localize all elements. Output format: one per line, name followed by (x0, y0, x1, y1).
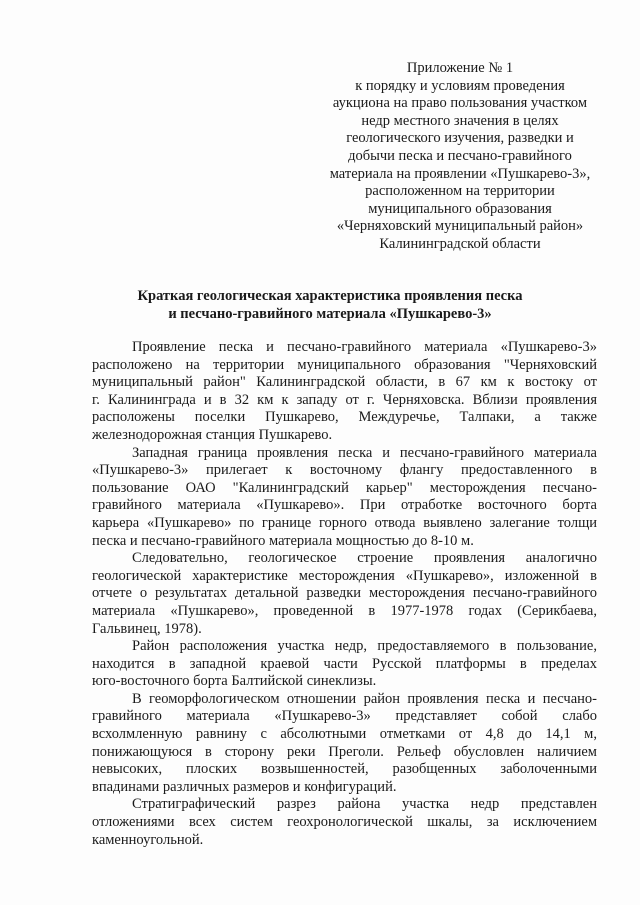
paragraph (92, 691, 597, 797)
paragraph-line: «Пушкарево-3» прилегает к восточному флангу предоставленного в (92, 462, 597, 479)
appendix-line: геологического изучения, разведки и (346, 130, 574, 147)
paragraph-line: геологической характеристике месторождения «Пушкарево», изложенной в (92, 567, 597, 584)
paragraph-line: Западная граница проявления песка и песчано-гравийного материала (132, 444, 597, 461)
paragraph-line: пользование ОАО "Калининградский карьер" месторождения песчано- (92, 479, 597, 496)
appendix-line: муниципального образования (368, 200, 552, 217)
paragraph-line: отчете о результатах детальной разведки месторождения песчано-гравийного (92, 585, 597, 602)
paragraph-line: расположено на территории муниципального образования "Черняховский (92, 356, 597, 373)
paragraph-line: Район расположения участка недр, предоставляемого в пользование, (132, 638, 597, 655)
paragraph-line: расположены поселки Пушкарево, Междуречье, Талпаки, а также (92, 409, 597, 426)
title-line: Краткая геологическая характеристика проявления песка (137, 288, 523, 304)
paragraph-line: отложениями всех систем геохронологической шкалы, за исключением (92, 814, 597, 831)
appendix-line: материала на проявлении «Пушкарево-3», (329, 165, 591, 182)
appendix-line: Калининградской области (379, 235, 541, 252)
paragraph-line: невысоких, плоских возвышенностей, разобщенных заболоченными (92, 761, 597, 778)
paragraph-line: гравийного материала «Пушкарево». При отработке восточного борта (92, 497, 597, 514)
paragraph-line: железнодорожная станция Пушкарево. (92, 426, 333, 443)
paragraph (92, 796, 597, 849)
paragraph-line: Проявление песка и песчано-гравийного материала «Пушкарево-3» (132, 339, 597, 355)
paragraph-line: В геоморфологическом отношении район проявления песка и песчано- (132, 690, 597, 707)
appendix-line: добычи песка и песчано-гравийного (348, 147, 572, 164)
appendix-line: Приложение № 1 (406, 60, 514, 76)
appendix-line: недр местного значения в целях (361, 112, 559, 129)
paragraph-line: Гальвинец, 1978). (92, 620, 202, 637)
appendix-line: «Черняховский муниципальный район» (336, 218, 584, 235)
paragraph-line: находится в западной краевой части Русской платформы в пределах (92, 655, 597, 672)
paragraph-line: каменноугольной. (92, 831, 204, 848)
title-line: и песчано-гравийного материала «Пушкарево-3» (168, 306, 492, 322)
paragraph-line: всхолмленную равнину с абсолютными отметками от 4,8 до 14,1 м, (92, 726, 597, 743)
appendix-line: к порядку и условиям проведения (355, 77, 565, 94)
body-text (92, 339, 597, 849)
paragraph (92, 339, 597, 445)
paragraph-line: карьера «Пушкарево» по границе горного отвода выявлено залегание толщи (92, 514, 597, 531)
paragraph-line: муниципальный район" Калининградской области, в 67 км к востоку от (92, 374, 597, 391)
paragraph-line: г. Калининграда и в 32 км к западу от г. Черняховска. Вблизи проявления (92, 391, 597, 408)
paragraph-line: Следовательно, геологическое строение проявления аналогично (132, 550, 597, 567)
paragraph-line: понижающуюся в сторону реки Преголи. Рельеф обусловлен наличием (92, 743, 597, 760)
paragraph-line: юго-восточного борта Балтийской синеклизы. (92, 673, 377, 690)
paragraph-line: песка и песчано-гравийного материала мощностью до 8-10 м. (92, 532, 474, 549)
document-title (60, 287, 600, 323)
appendix-line: расположенном на территории (365, 183, 555, 200)
appendix-line: аукциона на право пользования участком (332, 95, 588, 112)
paragraph-line: Стратиграфический разрез района участка недр представлен (132, 796, 597, 813)
paragraph-line: материала «Пушкарево», проведенной в 1977-1978 годах (Серикбаева, (92, 602, 597, 619)
paragraph-line: гравийного материала «Пушкарево-3» представляет собой слабо (92, 708, 597, 725)
paragraph-line: впадинами различных размеров и конфигураций. (92, 778, 397, 795)
paragraph (92, 445, 597, 551)
paragraph (92, 550, 597, 638)
paragraph (92, 638, 597, 691)
appendix-header (300, 60, 620, 254)
